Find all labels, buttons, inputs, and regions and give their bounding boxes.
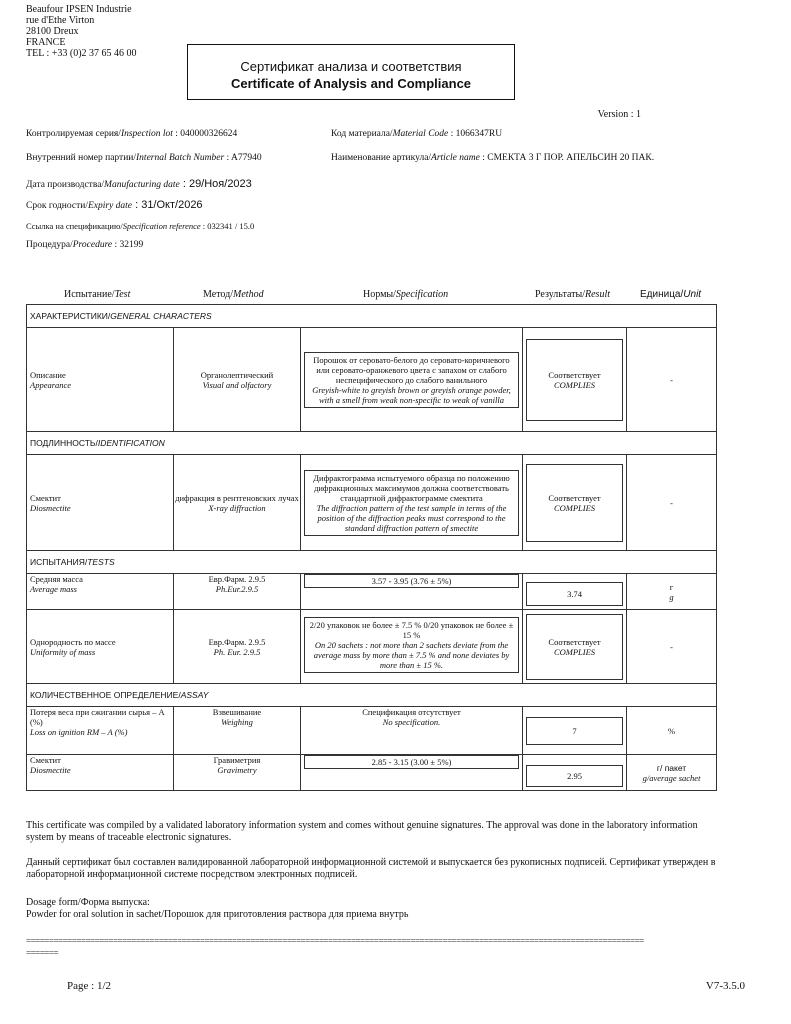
- title-ru: Сертификат анализа и соответствия: [240, 59, 462, 74]
- separator-rule: =======================================================================================================================================: [26, 936, 644, 946]
- table-row: [27, 574, 717, 610]
- unit-cell: г/ пакет g/average sachet: [627, 755, 717, 791]
- dosage-form-value: Powder for oral solution in sachet/Порошок для приготовления раствора для приема внутрь: [26, 909, 409, 920]
- column-header-method: Метод/Method: [203, 289, 264, 300]
- test-cell: Средняя масса Average mass: [27, 574, 174, 610]
- article-name: Наименование артикула/Article name : СМЕКТА 3 Г ПОР. АПЕЛЬСИН 20 ПАК.: [331, 153, 655, 163]
- table-row: [27, 455, 717, 551]
- dosage-form-label: Dosage form/Форма выпуска:: [26, 897, 150, 908]
- test-cell: Смектит Diosmectite: [27, 455, 174, 551]
- result-cell: 3.74: [523, 574, 627, 610]
- material-code: Код материала/Material Code : 1066347RU: [331, 129, 503, 139]
- procedure: Процедура/Procedure : 32199: [26, 240, 144, 250]
- result-cell: 2.95: [523, 755, 627, 791]
- test-cell: Потеря веса при сжигании сырья – A (%) Loss on ignition RM – A (%): [27, 707, 174, 755]
- results-table: [26, 304, 717, 791]
- manufacturing-date: Дата производства/Manufacturing date : 29/Ноя/2023: [26, 178, 252, 190]
- method-cell: Гравиметрия Gravimetry: [174, 755, 301, 791]
- section-general-characters: ХАРАКТЕРИСТИКИ/GENERAL CHARACTERS: [27, 305, 717, 328]
- unit-cell: %: [627, 707, 717, 755]
- column-header-result: Результаты/Result: [535, 289, 610, 300]
- section-tests: ИСПЫТАНИЯ/TESTS: [27, 551, 717, 574]
- result-cell: Соответствует COMPLIES: [523, 610, 627, 684]
- internal-batch: Внутренний номер партии/Internal Batch Number : A77940: [26, 153, 262, 163]
- method-cell: Евр.Фарм. 2.9.5 Ph.Eur.2.9.5: [174, 574, 301, 610]
- document-version-code: V7-3.5.0: [705, 980, 745, 992]
- unit-cell: -: [627, 610, 717, 684]
- separator-rule-tail: =======: [26, 948, 59, 958]
- spec-cell: 2/20 упаковок не более ± 7.5 % 0/20 упаковок не более ± 15 % On 20 sachets : not more than 2 sachets deviate from the average mass by more than ± 7.5 % and none deviates by more than ± 15 %.: [301, 610, 523, 684]
- spec-cell: 3.57 - 3.95 (3.76 ± 5%): [301, 574, 523, 610]
- unit-cell: -: [627, 455, 717, 551]
- page-number: Page : 1/2: [67, 980, 111, 992]
- unit-cell: -: [627, 328, 717, 432]
- inspection-lot: Контролируемая серия/Inspection lot : 040000326624: [26, 129, 238, 139]
- address-line: Beaufour IPSEN Industrie: [26, 4, 132, 15]
- test-cell: Смектит Diosmectite: [27, 755, 174, 791]
- spec-cell: Дифрактограмма испытуемого образца по положению дифракционных максимумов должна соответствовать стандартной дифрактограмме смектита The diffraction pattern of the test sample in terms of the position of the diffraction peaks must correspond to the standard diffraction pattern of smectite: [301, 455, 523, 551]
- company-address: [26, 4, 137, 59]
- spec-cell: Порошок от серовато-белого до серовато-коричневого или серовато-оранжевого цвета с запахом от слабого неспецифического до слабого ванильного Greyish-white to greyish brown or greyish orange powder, with a smell from weak non-specific to weak of vanilla: [301, 328, 523, 432]
- certificate-title-box: [187, 44, 515, 100]
- certificate-statement-ru: Данный сертификат был составлен валидированной лабораторной информационной системой и выпускается без рукописных подписей. Сертификат утвержден в лабораторной информационной системе посредством электронных подписей.: [26, 857, 716, 880]
- address-line: TEL : +33 (0)2 37 65 46 00: [26, 48, 137, 59]
- spec-cell: 2.85 - 3.15 (3.00 ± 5%): [301, 755, 523, 791]
- column-header-unit: Единица/Unit: [640, 289, 702, 300]
- table-row: [27, 755, 717, 791]
- address-line: 28100 Dreux: [26, 26, 79, 37]
- result-cell: Соответствует COMPLIES: [523, 455, 627, 551]
- section-assay: КОЛИЧЕСТВЕННОЕ ОПРЕДЕЛЕНИЕ/ASSAY: [27, 684, 717, 707]
- table-row: [27, 707, 717, 755]
- unit-cell: г g: [627, 574, 717, 610]
- address-line: FRANCE: [26, 37, 66, 48]
- certificate-statement-en: This certificate was compiled by a validated laboratory information system and comes without genuine signatures. The approval was done in the laboratory information system by means of traceable electronic signatures.: [26, 820, 698, 843]
- table-row: [27, 610, 717, 684]
- method-cell: Органолептический Visual and olfactory: [174, 328, 301, 432]
- method-cell: Евр.Фарм. 2.9.5 Ph. Eur. 2.9.5: [174, 610, 301, 684]
- method-cell: дифракция в рентгеновских лучах X-ray diffraction: [174, 455, 301, 551]
- spec-cell: Спецификация отсутствует No specification.: [301, 707, 523, 755]
- version-label: Version : 1: [597, 109, 641, 120]
- expiry-date: Срок годности/Expiry date : 31/Окт/2026: [26, 199, 203, 211]
- address-line: rue d'Ethe Virton: [26, 15, 95, 26]
- specification-reference: Ссылка на спецификацию/Specification reference : 032341 / 15.0: [26, 221, 255, 231]
- result-cell: 7: [523, 707, 627, 755]
- section-identification: ПОДЛИННОСТЬ/IDENTIFICATION: [27, 432, 717, 455]
- test-cell: Описание Appearance: [27, 328, 174, 432]
- table-row: [27, 328, 717, 432]
- column-header-test: Испытание/Test: [64, 289, 131, 300]
- title-en: Certificate of Analysis and Compliance: [230, 76, 472, 91]
- method-cell: Взвешивание Weighing: [174, 707, 301, 755]
- column-header-specification: Нормы/Specification: [363, 289, 449, 300]
- result-cell: Соответствует COMPLIES: [523, 328, 627, 432]
- test-cell: Однородность по массе Uniformity of mass: [27, 610, 174, 684]
